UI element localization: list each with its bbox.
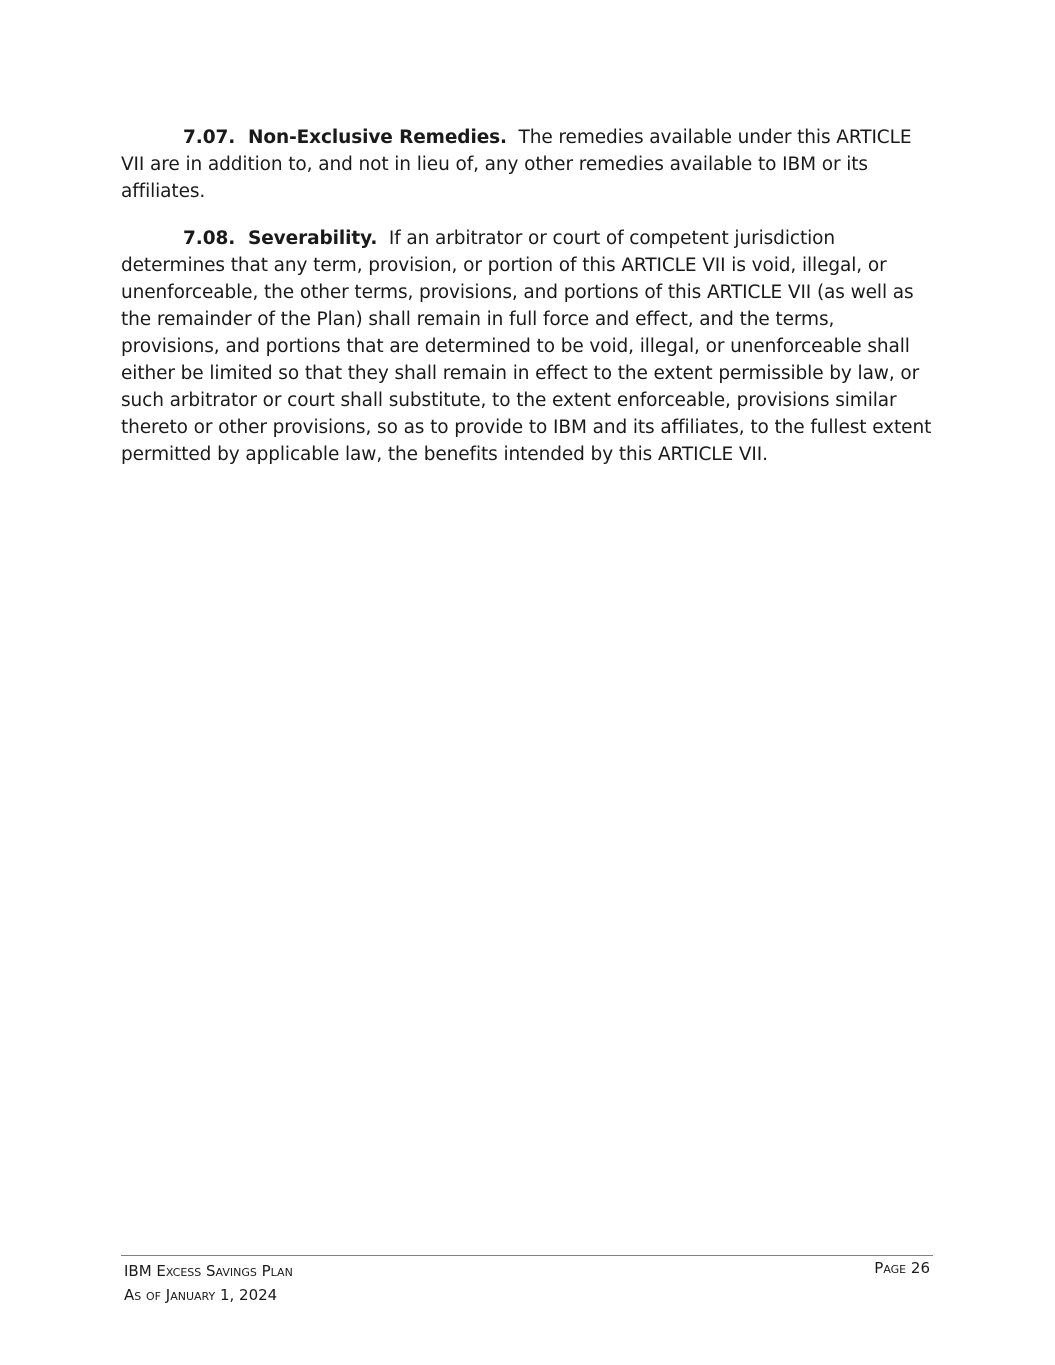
section-heading: Non-Exclusive Remedies. (248, 127, 507, 148)
section-text: The remedies available under this ARTICLE VII are in addition to, and not in lieu of, any other remedies available to IBM or its affiliates. (121, 127, 912, 202)
section-number: 7.08. (183, 228, 236, 249)
footer-as-of-date: As of January 1, 2024 (124, 1286, 278, 1304)
section-text: If an arbitrator or court of competent jurisdiction determines that any term, provision, or portion of this ARTICLE VII is void, illegal, or unenforceable, the other terms, provisions, and portions of this ARTICLE VII (as well as the remainder of the Plan) shall remain in full force and effect, and the terms, provisions, and portions that are determined to be void, illegal, or unenforceable shall either be limited so that they shall remain in effect to the extent permissible by law, or such arbitrator or court shall substitute, to the extent enforceable, provisions similar thereto or other provisions, so as to provide to IBM and its affiliates, to the fullest extent permitted by applicable law, the benefits intended by this ARTICLE VII. (121, 228, 932, 465)
footer-plan-info (124, 1259, 293, 1307)
document-body (121, 124, 933, 488)
section-7-07 (121, 124, 933, 205)
footer-plan-name: IBM Excess Savings Plan (124, 1262, 293, 1280)
section-7-08 (121, 225, 933, 468)
section-number: 7.07. (183, 127, 236, 148)
section-heading: Severability. (248, 228, 378, 249)
page-number: Page 26 (874, 1259, 930, 1277)
footer-divider (121, 1255, 933, 1256)
